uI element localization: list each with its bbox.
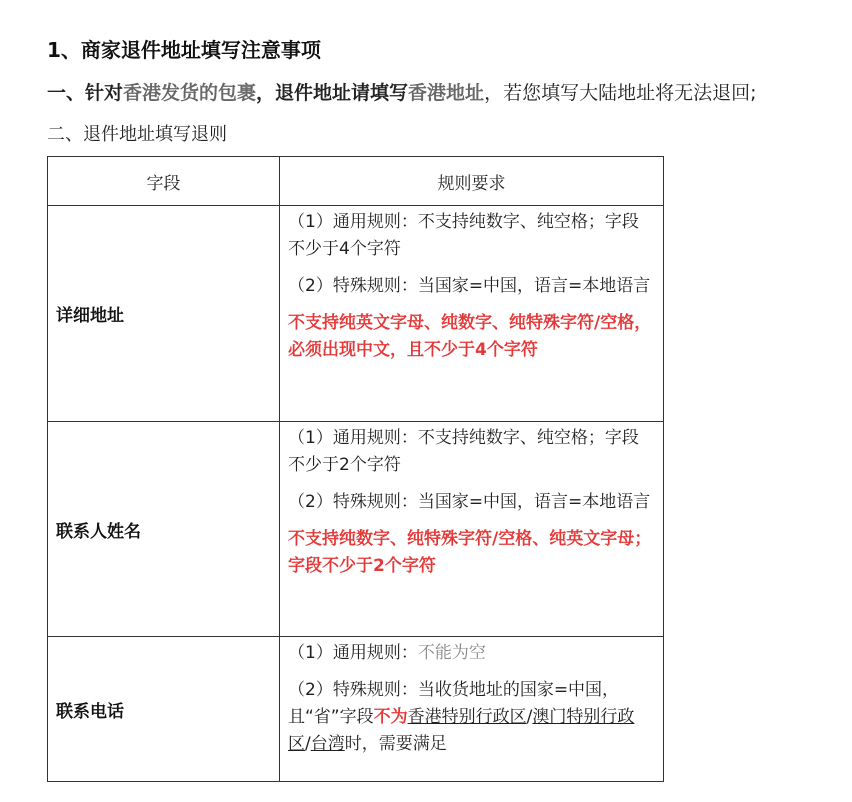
special-rule-not: 不为 bbox=[373, 707, 408, 727]
header-rules: 规则要求 bbox=[280, 157, 664, 206]
line1-highlight-hk-parcels: 香港发货的包裹 bbox=[123, 82, 257, 104]
special-rule-text: （2）特殊规则：当收货地址的国家=中国，且“省”字段 bbox=[288, 680, 620, 727]
special-rule: （2）特殊规则：当国家=中国，语言=本地语言 bbox=[288, 276, 651, 296]
special-rule-tail: 时，需要满足 bbox=[344, 734, 447, 754]
emphasis-rule: 不支持纯英文字母、纯数字、纯特殊字符/空格，必须出现中文，且不少于4个字符 bbox=[288, 313, 652, 360]
region-link-hk: 香港特别行政区 bbox=[407, 707, 527, 727]
special-rule bbox=[288, 677, 655, 758]
emphasis-rule: 不支持纯数字、纯特殊字符/空格、纯英文字母；字段不少于2个字符 bbox=[288, 529, 652, 576]
field-name: 联系人姓名 bbox=[48, 422, 280, 637]
separator: / bbox=[305, 734, 311, 754]
general-rule bbox=[288, 640, 655, 667]
line1-highlight-hk-address: 香港地址 bbox=[408, 82, 485, 104]
table-row bbox=[48, 422, 664, 637]
general-rule-label: （1）通用规则： bbox=[288, 643, 418, 663]
rule-cell bbox=[280, 206, 664, 422]
region-link-taiwan: 台湾 bbox=[310, 734, 345, 754]
table-row bbox=[48, 206, 664, 422]
header-field: 字段 bbox=[48, 157, 280, 206]
general-rule: （1）通用规则：不支持纯数字、纯空格；字段不少于2个字符 bbox=[288, 428, 639, 475]
table-row bbox=[48, 637, 664, 782]
region-link-macau: 澳门特别行政区 bbox=[288, 707, 635, 754]
notice-line-2: 二、退件地址填写退则 bbox=[47, 124, 227, 145]
table-header-row bbox=[48, 157, 664, 206]
rule-cell bbox=[280, 422, 664, 637]
notice-line-1 bbox=[47, 78, 756, 105]
line1-suffix: ，若您填写大陆地址将无法退回; bbox=[484, 82, 757, 104]
separator: / bbox=[526, 707, 533, 727]
general-rule-value: 不能为空 bbox=[417, 643, 486, 663]
line1-prefix: 一、针对 bbox=[47, 82, 124, 104]
rule-cell bbox=[280, 637, 664, 782]
rules-table bbox=[47, 156, 664, 782]
special-rule: （2）特殊规则：当国家=中国，语言=本地语言 bbox=[288, 492, 651, 512]
field-name: 详细地址 bbox=[48, 206, 280, 422]
page-title: 1、商家退件地址填写注意事项 bbox=[47, 38, 321, 62]
line1-mid: ，退件地址请填写 bbox=[256, 82, 409, 104]
general-rule: （1）通用规则：不支持纯数字、纯空格；字段不少于4个字符 bbox=[288, 212, 639, 259]
field-name: 联系电话 bbox=[48, 637, 280, 782]
